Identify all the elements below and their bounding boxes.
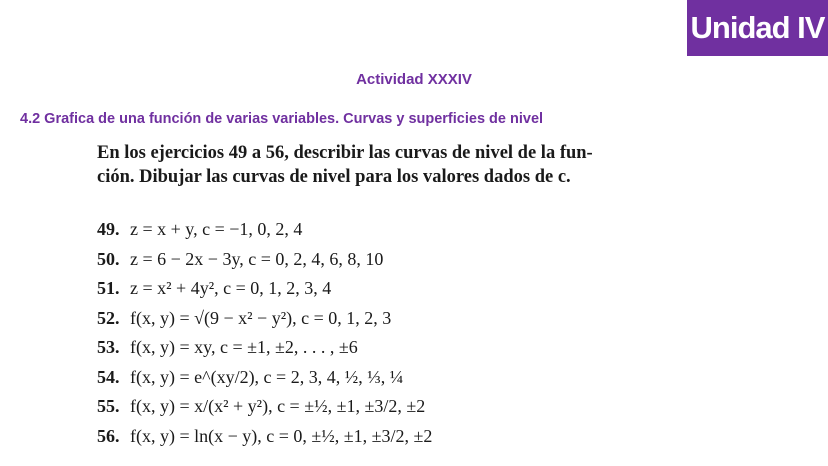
exercise-54 [97, 363, 432, 393]
exercise-56 [97, 422, 432, 452]
exercise-number: 55. [97, 396, 120, 417]
exercise-49 [97, 215, 432, 245]
section-title: 4.2 Grafica de una función de varias variables. Curvas y superficies de nivel [20, 111, 544, 127]
exercise-expression: f(x, y) = √(9 − x² − y²), c = 0, 1, 2, 3 [130, 307, 392, 328]
instructions [97, 141, 627, 189]
exercise-55 [97, 392, 432, 422]
unit-badge: Unidad IV [687, 0, 828, 56]
exercise-51 [97, 274, 432, 304]
exercise-expression: z = x + y, c = −1, 0, 2, 4 [130, 219, 303, 240]
exercise-number: 56. [97, 425, 120, 446]
exercise-number: 54. [97, 366, 120, 387]
instructions-line-2: ción. Dibujar las curvas de nivel para los valores dados de c. [97, 167, 571, 187]
exercise-expression: f(x, y) = x/(x² + y²), c = ±½, ±1, ±3/2, ±2 [130, 396, 426, 417]
exercise-53 [97, 333, 432, 363]
instructions-line-1: En los ejercicios 49 a 56, describir las curvas de nivel de la fun- [97, 143, 593, 163]
activity-title: Actividad XXXIV [356, 71, 472, 88]
exercise-number: 50. [97, 248, 120, 269]
exercise-expression: f(x, y) = e^(xy/2), c = 2, 3, 4, ½, ⅓, ¼ [130, 366, 404, 387]
exercise-number: 51. [97, 278, 120, 299]
exercise-52 [97, 304, 432, 334]
exercise-50 [97, 245, 432, 275]
exercise-expression: f(x, y) = xy, c = ±1, ±2, . . . , ±6 [130, 337, 358, 358]
exercise-list [97, 215, 432, 451]
exercise-number: 52. [97, 307, 120, 328]
exercise-expression: z = x² + 4y², c = 0, 1, 2, 3, 4 [130, 278, 332, 299]
exercise-number: 49. [97, 219, 120, 240]
exercise-number: 53. [97, 337, 120, 358]
exercise-expression: z = 6 − 2x − 3y, c = 0, 2, 4, 6, 8, 10 [130, 248, 384, 269]
exercise-expression: f(x, y) = ln(x − y), c = 0, ±½, ±1, ±3/2, ±2 [130, 425, 433, 446]
